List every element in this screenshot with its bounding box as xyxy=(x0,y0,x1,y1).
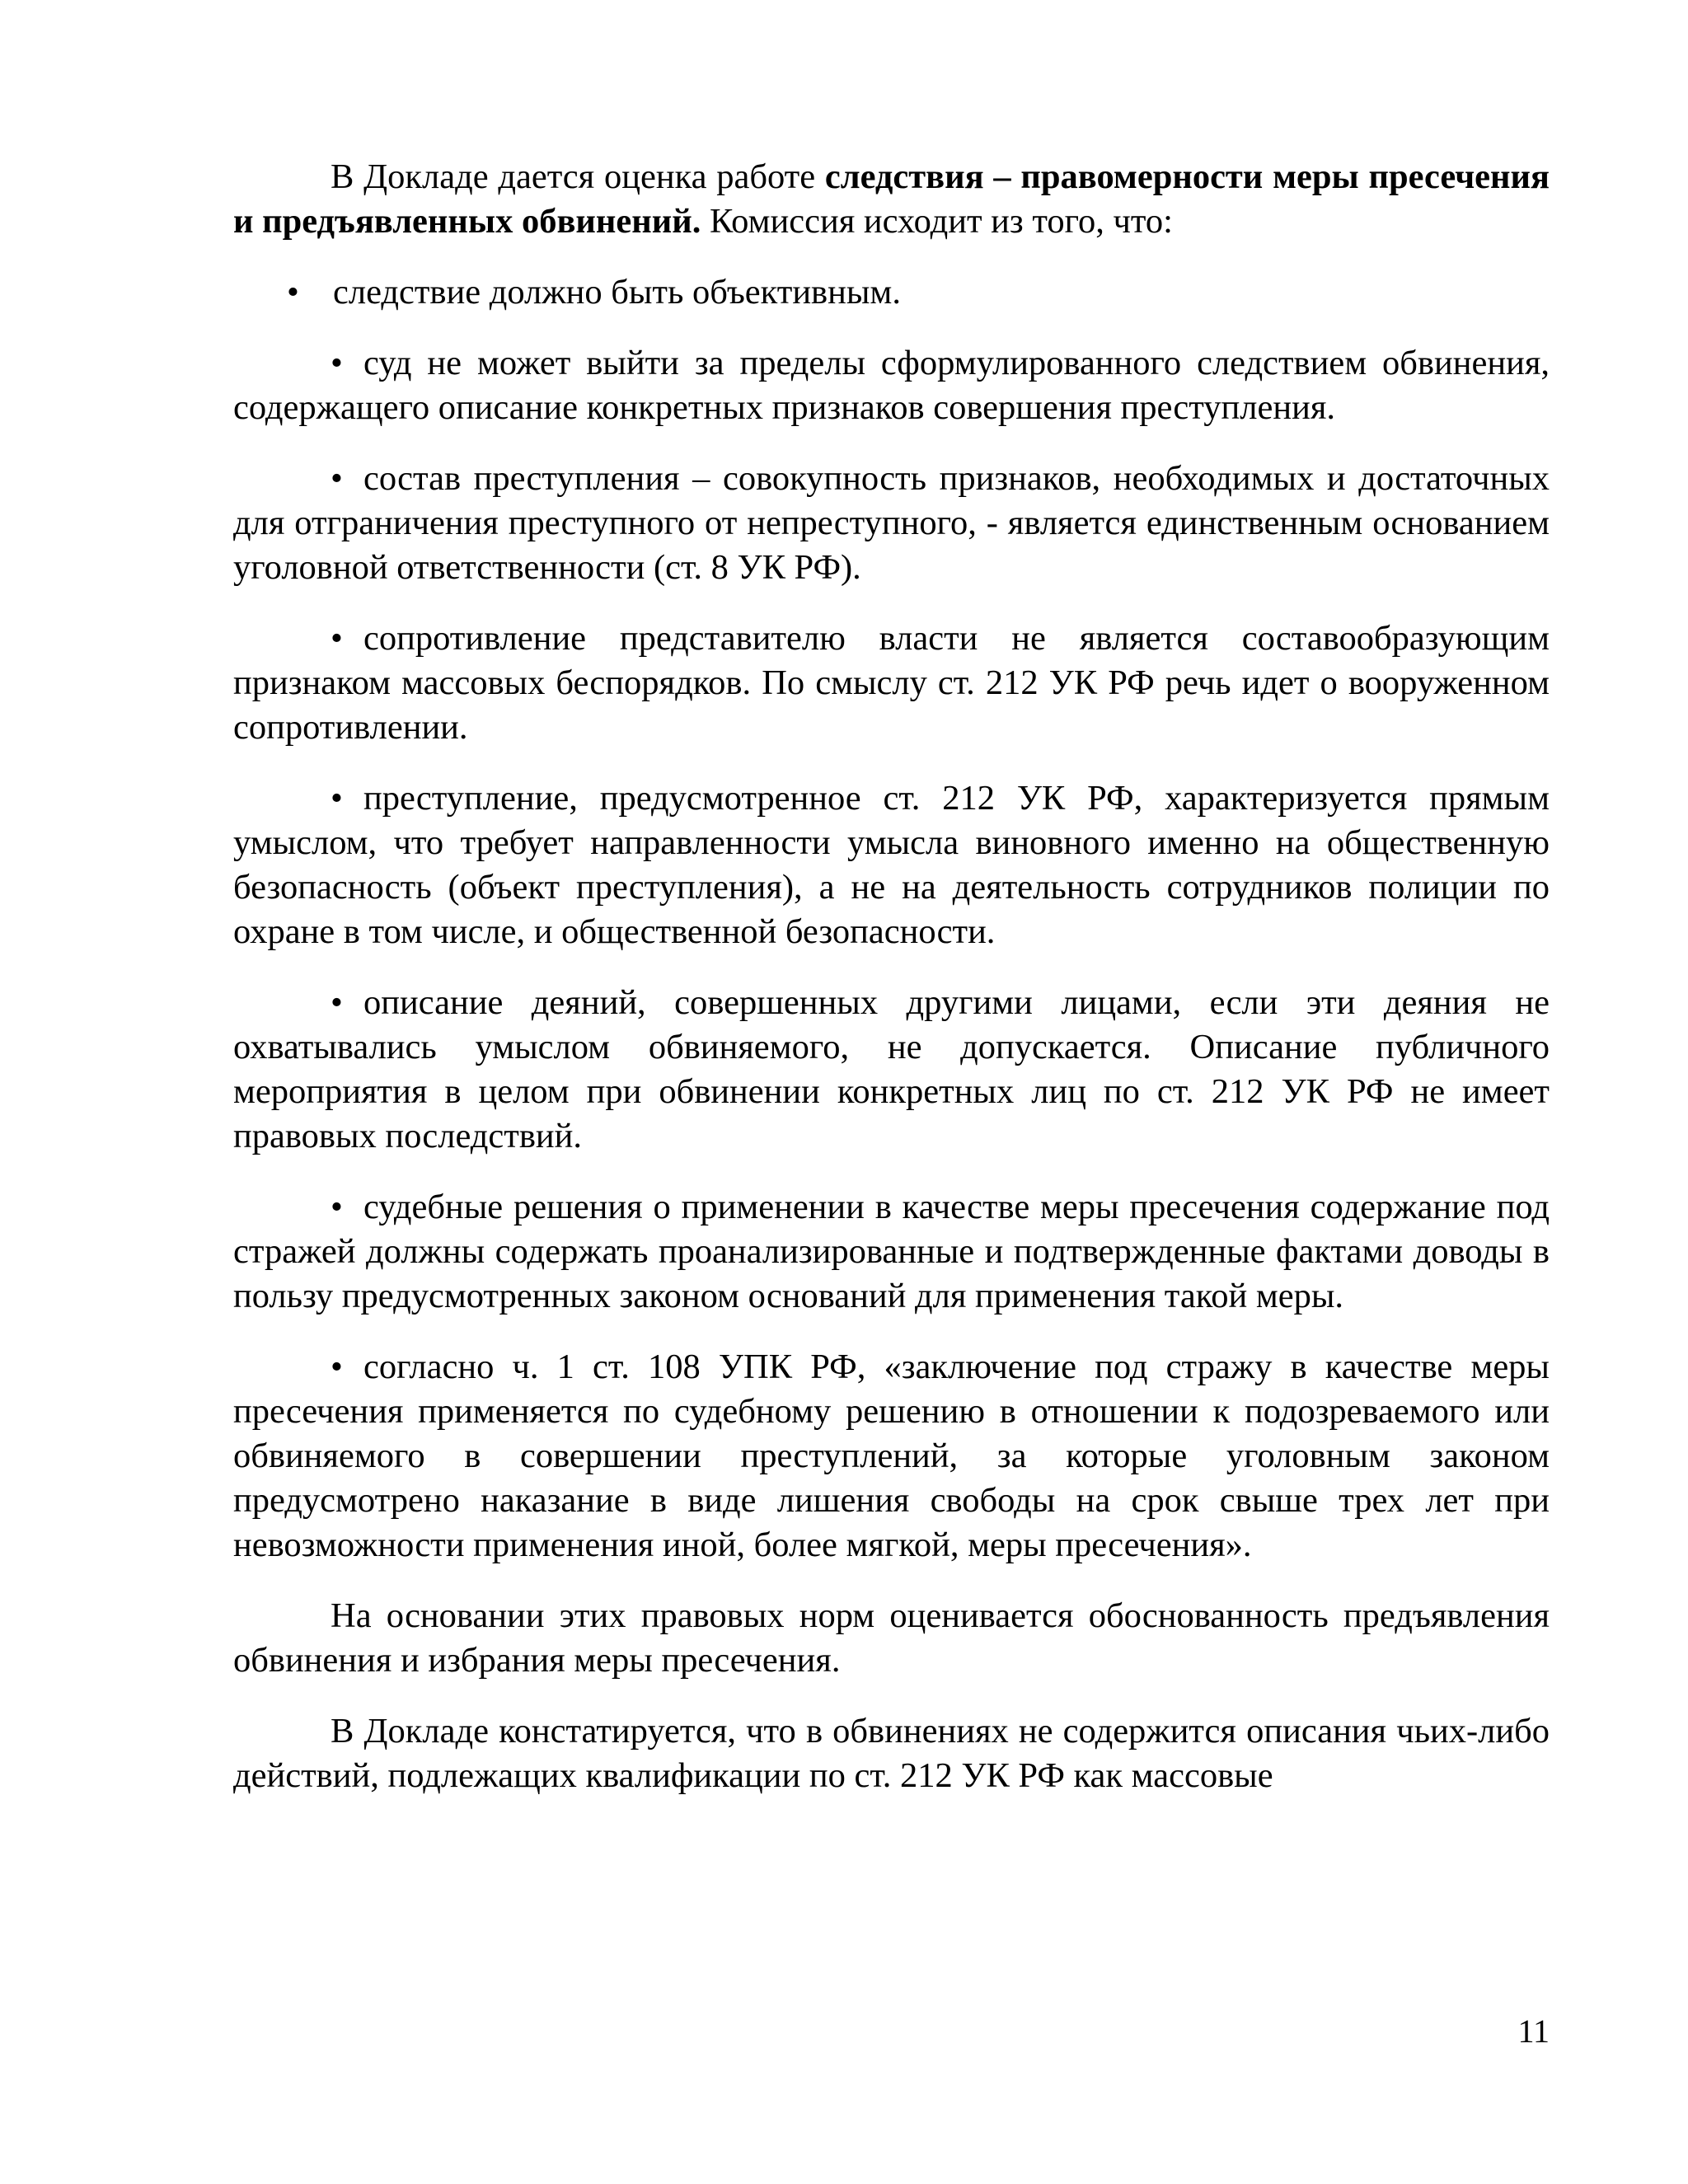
bullet-text: суд не может выйти за пределы сформулированного следствием обвинения, содержащего описание конкретных признаков совершения преступления. xyxy=(233,344,1550,427)
closing-paragraph-2: В Докладе констатируется, что в обвинениях не содержится описания чьих-либо действий, подлежащих квалификации по ст. 212 УК РФ как массовые xyxy=(233,1712,1550,1795)
bullet-text: преступление, предусмотренное ст. 212 УК РФ, характеризуется прямым умыслом, что требует направленности умысла виновного именно на общественную безопасность (объект преступления), а не на деятельность сотрудников полиции по охране в том числе, и общественной безопасности. xyxy=(233,779,1550,951)
bullet-text: согласно ч. 1 ст. 108 УПК РФ, «заключение под стражу в качестве меры пресечения применяется по судебному решению в отношении к подозреваемого или обвиняемого в совершении преступлений, за которые уголовным законом предусмотрено наказание в виде лишения свободы на срок свыше трех лет при невозможности применения иной, более мягкой, меры пресечения». xyxy=(233,1347,1550,1564)
page-content xyxy=(233,155,1550,1798)
bullet-item-5 xyxy=(233,776,1550,954)
bullet-icon: • xyxy=(331,344,343,382)
intro-paragraph xyxy=(233,155,1550,244)
closing-paragraph-1: На основании этих правовых норм оценивается обоснованность предъявления обвинения и избрания меры пресечения. xyxy=(233,1596,1550,1680)
bullet-icon: • xyxy=(331,983,343,1022)
bullet-item-3 xyxy=(233,457,1550,590)
bullet-item-2 xyxy=(233,341,1550,430)
bullet-icon: • xyxy=(287,273,299,312)
bullet-text: судебные решения о применении в качестве меры пресечения содержание под стражей должны содержать проанализированные и подтвержденные фактами доводы в пользу предусмотренных законом оснований для применения такой меры. xyxy=(233,1188,1550,1315)
bullet-item-8 xyxy=(233,1345,1550,1568)
bullet-item-4 xyxy=(233,616,1550,750)
bullet-item-6 xyxy=(233,981,1550,1159)
bullet-item-1 xyxy=(233,270,1550,315)
bullet-icon: • xyxy=(331,779,343,818)
bullet-icon: • xyxy=(331,459,343,498)
intro-lead-text: В Докладе дается оценка работе xyxy=(331,157,825,196)
bullet-icon: • xyxy=(331,1347,343,1386)
intro-tail-text: Комиссия исходит из того, что: xyxy=(701,202,1173,241)
bullet-text: описание деяний, совершенных другими лицами, если эти деяния не охватывались умыслом обвиняемого, не допускается. Описание публичного мероприятия в целом при обвинении конкретных лиц по ст. 212 УК РФ не имеет правовых последствий. xyxy=(233,983,1550,1155)
bullet-text: следствие должно быть объективным. xyxy=(333,273,901,312)
page-number: 11 xyxy=(1517,2013,1550,2050)
bullet-icon: • xyxy=(331,1188,343,1226)
bullet-text: сопротивление представителю власти не является составообразующим признаком массовых беспорядков. По смыслу ст. 212 УК РФ речь идет о вооруженном сопротивлении. xyxy=(233,619,1550,747)
bullet-icon: • xyxy=(331,619,343,658)
bullet-text: состав преступления – совокупность признаков, необходимых и достаточных для отграничения преступного от непреступного, - является единственным основанием уголовной ответственности (ст. 8 УК РФ). xyxy=(233,459,1550,587)
bullet-item-7 xyxy=(233,1185,1550,1319)
intro-bold-text: следствия – правомерности меры пресечения и предъявленных обвинений. xyxy=(233,157,1550,241)
